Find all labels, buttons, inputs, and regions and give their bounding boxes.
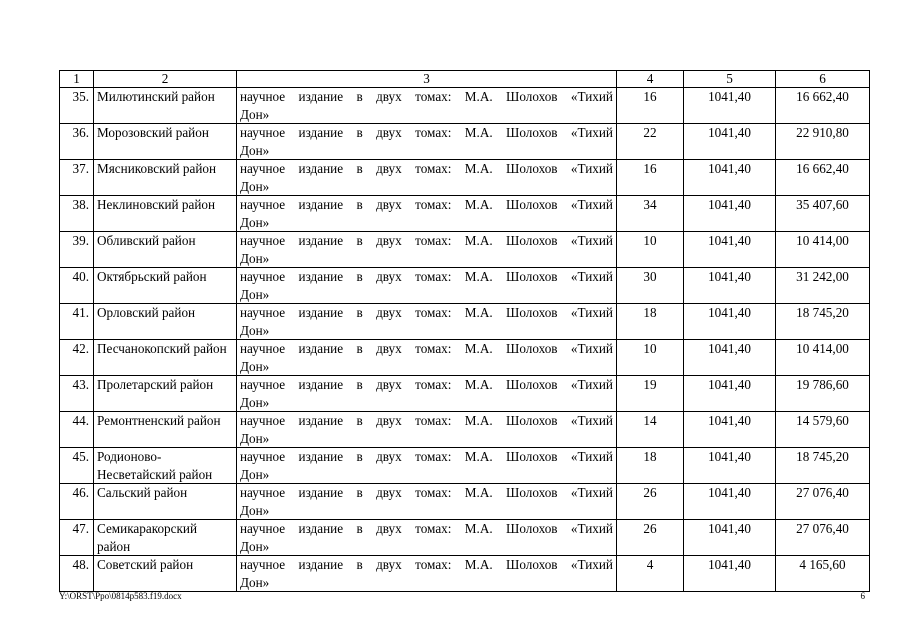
quantity-cell: 18 (617, 304, 684, 340)
header-col-3: 3 (237, 71, 617, 88)
unit-price-cell: 1041,40 (684, 520, 776, 556)
description-line-1: научное издание в двух томах: М.А. Шолохов «Тихий (240, 521, 613, 536)
description-line-1: научное издание в двух томах: М.А. Шолохов «Тихий (240, 413, 613, 428)
unit-price-cell: 1041,40 (684, 412, 776, 448)
district-name-cell: Семикаракорский район (94, 520, 237, 556)
unit-price-cell: 1041,40 (684, 448, 776, 484)
unit-price-cell: 1041,40 (684, 124, 776, 160)
quantity-cell: 22 (617, 124, 684, 160)
description-line-2: Дон» (240, 214, 270, 230)
total-cell: 27 076,40 (776, 520, 870, 556)
description-cell (237, 88, 617, 124)
description-cell (237, 556, 617, 592)
quantity-cell: 30 (617, 268, 684, 304)
description-line-1: научное издание в двух томах: М.А. Шолохов «Тихий (240, 449, 613, 464)
row-number-cell: 45. (60, 448, 94, 484)
description-cell (237, 304, 617, 340)
description-cell (237, 268, 617, 304)
row-number-cell: 42. (60, 340, 94, 376)
quantity-cell: 34 (617, 196, 684, 232)
district-name-cell: Милютинский район (94, 88, 237, 124)
quantity-cell: 26 (617, 520, 684, 556)
description-line-2: Дон» (240, 250, 270, 266)
table-row (60, 412, 870, 448)
row-number-cell: 41. (60, 304, 94, 340)
header-col-5: 5 (684, 71, 776, 88)
unit-price-cell: 1041,40 (684, 88, 776, 124)
quantity-cell: 19 (617, 376, 684, 412)
description-line-2: Дон» (240, 538, 270, 554)
description-cell (237, 196, 617, 232)
table-row (60, 556, 870, 592)
quantity-cell: 10 (617, 340, 684, 376)
description-line-2: Дон» (240, 502, 270, 518)
description-line-1: научное издание в двух томах: М.А. Шолохов «Тихий (240, 161, 613, 176)
table-row (60, 520, 870, 556)
description-cell (237, 340, 617, 376)
description-cell (237, 160, 617, 196)
header-col-1: 1 (60, 71, 94, 88)
table-row (60, 340, 870, 376)
table-body (60, 88, 870, 592)
row-number-cell: 47. (60, 520, 94, 556)
district-name-cell: Обливский район (94, 232, 237, 268)
total-cell: 19 786,60 (776, 376, 870, 412)
description-line-2: Дон» (240, 466, 270, 482)
header-col-4: 4 (617, 71, 684, 88)
description-cell (237, 232, 617, 268)
table-row (60, 376, 870, 412)
row-number-cell: 46. (60, 484, 94, 520)
quantity-cell: 10 (617, 232, 684, 268)
district-name-cell: Песчанокопский район (94, 340, 237, 376)
total-cell: 35 407,60 (776, 196, 870, 232)
description-line-1: научное издание в двух томах: М.А. Шолохов «Тихий (240, 485, 613, 500)
footer-page-number: 6 (860, 591, 865, 601)
description-line-2: Дон» (240, 322, 270, 338)
district-name-cell: Октябрьский район (94, 268, 237, 304)
unit-price-cell: 1041,40 (684, 232, 776, 268)
row-number-cell: 36. (60, 124, 94, 160)
district-name-cell: Орловский район (94, 304, 237, 340)
row-number-cell: 48. (60, 556, 94, 592)
header-col-6: 6 (776, 71, 870, 88)
description-line-1: научное издание в двух томах: М.А. Шолохов «Тихий (240, 269, 613, 284)
total-cell: 10 414,00 (776, 232, 870, 268)
description-line-1: научное издание в двух томах: М.А. Шолохов «Тихий (240, 125, 613, 140)
description-line-2: Дон» (240, 358, 270, 374)
description-cell (237, 520, 617, 556)
table-row (60, 124, 870, 160)
table-row (60, 160, 870, 196)
description-line-1: научное издание в двух томах: М.А. Шолохов «Тихий (240, 341, 613, 356)
total-cell: 16 662,40 (776, 88, 870, 124)
table-row (60, 232, 870, 268)
total-cell: 31 242,00 (776, 268, 870, 304)
total-cell: 4 165,60 (776, 556, 870, 592)
total-cell: 18 745,20 (776, 304, 870, 340)
table-row (60, 448, 870, 484)
description-line-1: научное издание в двух томах: М.А. Шолохов «Тихий (240, 305, 613, 320)
total-cell: 10 414,00 (776, 340, 870, 376)
row-number-cell: 39. (60, 232, 94, 268)
district-name-cell: Пролетарский район (94, 376, 237, 412)
table-header-row (60, 71, 870, 88)
description-line-1: научное издание в двух томах: М.А. Шолохов «Тихий (240, 233, 613, 248)
unit-price-cell: 1041,40 (684, 268, 776, 304)
description-line-2: Дон» (240, 286, 270, 302)
quantity-cell: 18 (617, 448, 684, 484)
description-line-1: научное издание в двух томах: М.А. Шолохов «Тихий (240, 89, 613, 104)
unit-price-cell: 1041,40 (684, 556, 776, 592)
unit-price-cell: 1041,40 (684, 304, 776, 340)
total-cell: 27 076,40 (776, 484, 870, 520)
unit-price-cell: 1041,40 (684, 376, 776, 412)
district-name-cell: Мясниковский район (94, 160, 237, 196)
row-number-cell: 37. (60, 160, 94, 196)
description-line-2: Дон» (240, 394, 270, 410)
footer-file-path: Y:\ORST\Ppo\0814p583.f19.docx (59, 591, 182, 601)
quantity-cell: 16 (617, 88, 684, 124)
total-cell: 22 910,80 (776, 124, 870, 160)
description-line-2: Дон» (240, 574, 270, 590)
table-row (60, 304, 870, 340)
table-row (60, 484, 870, 520)
district-name-cell: Неклиновский район (94, 196, 237, 232)
header-col-2: 2 (94, 71, 237, 88)
row-number-cell: 43. (60, 376, 94, 412)
unit-price-cell: 1041,40 (684, 160, 776, 196)
district-name-cell: Сальский район (94, 484, 237, 520)
district-name-cell: Родионово-Несветайский район (94, 448, 237, 484)
district-name-cell: Ремонтненский район (94, 412, 237, 448)
quantity-cell: 4 (617, 556, 684, 592)
districts-table (59, 70, 870, 592)
table-row (60, 88, 870, 124)
unit-price-cell: 1041,40 (684, 340, 776, 376)
table-row (60, 196, 870, 232)
total-cell: 14 579,60 (776, 412, 870, 448)
row-number-cell: 38. (60, 196, 94, 232)
description-cell (237, 412, 617, 448)
description-line-1: научное издание в двух томах: М.А. Шолохов «Тихий (240, 197, 613, 212)
quantity-cell: 26 (617, 484, 684, 520)
description-cell (237, 124, 617, 160)
description-cell (237, 484, 617, 520)
row-number-cell: 40. (60, 268, 94, 304)
description-line-2: Дон» (240, 430, 270, 446)
description-line-1: научное издание в двух томах: М.А. Шолохов «Тихий (240, 557, 613, 572)
total-cell: 16 662,40 (776, 160, 870, 196)
unit-price-cell: 1041,40 (684, 196, 776, 232)
district-name-cell: Советский район (94, 556, 237, 592)
total-cell: 18 745,20 (776, 448, 870, 484)
table-row (60, 268, 870, 304)
quantity-cell: 16 (617, 160, 684, 196)
row-number-cell: 44. (60, 412, 94, 448)
description-cell (237, 448, 617, 484)
description-line-1: научное издание в двух томах: М.А. Шолохов «Тихий (240, 377, 613, 392)
description-line-2: Дон» (240, 142, 270, 158)
quantity-cell: 14 (617, 412, 684, 448)
unit-price-cell: 1041,40 (684, 484, 776, 520)
description-cell (237, 376, 617, 412)
row-number-cell: 35. (60, 88, 94, 124)
description-line-2: Дон» (240, 178, 270, 194)
description-line-2: Дон» (240, 106, 270, 122)
district-name-cell: Морозовский район (94, 124, 237, 160)
